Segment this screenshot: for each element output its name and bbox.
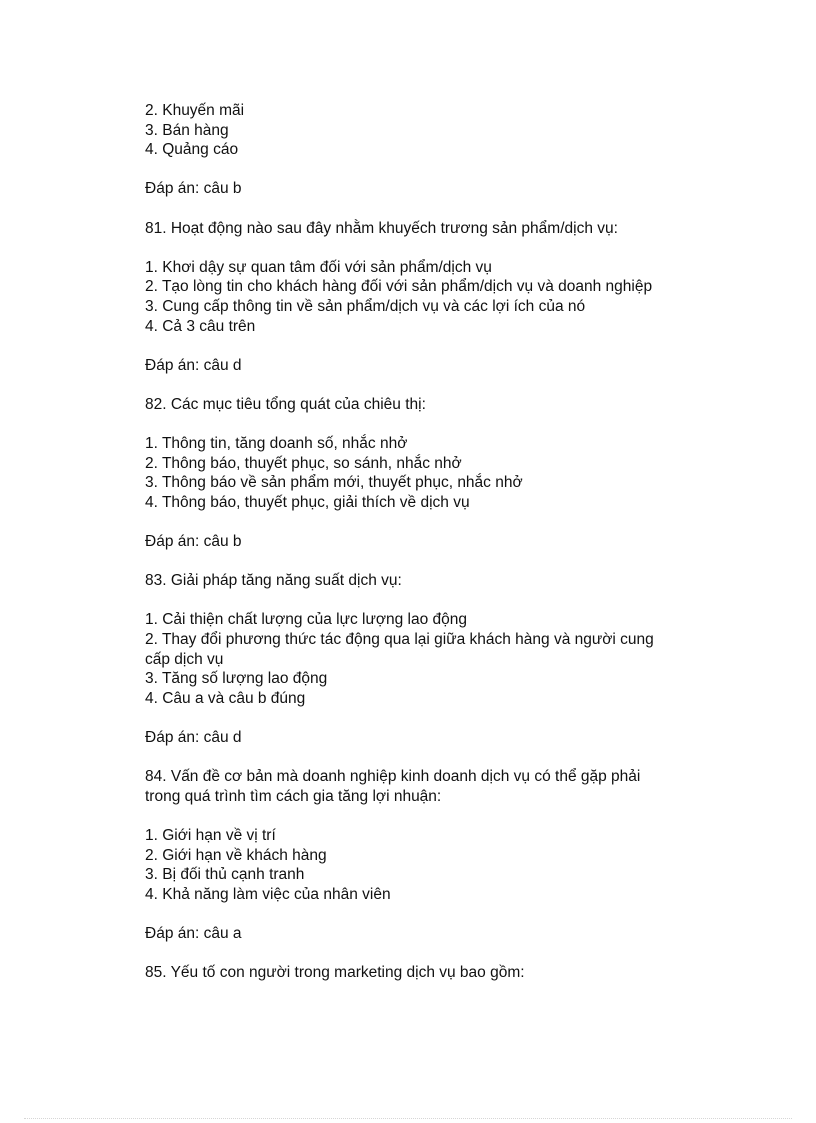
option-line: 4. Cả 3 câu trên: [145, 317, 256, 335]
option-line: 1. Giới hạn về vị trí: [145, 826, 276, 844]
option-line: 1. Cải thiện chất lượng của lực lượng lao động: [145, 611, 468, 629]
option-line: 4. Câu a và câu b đúng: [145, 689, 306, 707]
answer-line: Đáp án: câu b: [145, 180, 242, 198]
option-line: 2. Thông báo, thuyết phục, so sánh, nhắc nhở: [145, 454, 462, 472]
answer-line: Đáp án: câu d: [145, 356, 242, 374]
option-line: 2. Thay đổi phương thức tác động qua lại giữa khách hàng và người cung: [145, 631, 654, 649]
option-line: 3. Thông báo về sản phẩm mới, thuyết phục, nhắc nhở: [145, 474, 523, 492]
question-85: 85. Yếu tố con người trong marketing dịch vụ bao gồm:: [145, 964, 525, 982]
option-line: 2. Khuyến mãi: [145, 102, 245, 119]
option-line: 3. Bị đối thủ cạnh tranh: [145, 866, 305, 884]
answer-line: Đáp án: câu a: [145, 924, 242, 942]
page-bottom-divider: [24, 1118, 792, 1119]
option-line: 1. Khơi dậy sự quan tâm đối với sản phẩm/dịch vụ: [145, 258, 492, 276]
option-line: 3. Cung cấp thông tin về sản phẩm/dịch vụ và các lợi ích của nó: [145, 297, 586, 315]
paragraph-gap: [145, 415, 685, 435]
paragraph-gap: [145, 512, 685, 532]
document-page: [145, 101, 685, 983]
option-line: 3. Tăng số lượng lao động: [145, 670, 328, 688]
paragraph-gap: [145, 944, 685, 964]
answer-line: Đáp án: câu d: [145, 729, 242, 746]
paragraph-gap: [145, 748, 685, 768]
option-line: 4. Khả năng làm việc của nhân viên: [145, 885, 391, 903]
question-83: 83. Giải pháp tăng năng suất dịch vụ:: [145, 572, 402, 590]
question-84-continued: trong quá trình tìm cách gia tăng lợi nhuận:: [145, 787, 442, 805]
option-line: 1. Thông tin, tăng doanh số, nhắc nhở: [145, 435, 408, 453]
option-line-continued: cấp dịch vụ: [145, 650, 224, 668]
paragraph-gap: [145, 904, 685, 924]
option-line: 4. Thông báo, thuyết phục, giải thích về dịch vụ: [145, 493, 470, 511]
paragraph-gap: [145, 199, 685, 219]
paragraph-gap: [145, 708, 685, 728]
question-84: 84. Vấn đề cơ bản mà doanh nghiệp kinh doanh dịch vụ có thể gặp phải: [145, 768, 641, 786]
option-line: 4. Quảng cáo: [145, 141, 239, 159]
question-82: 82. Các mục tiêu tổng quát của chiêu thị:: [145, 395, 426, 413]
paragraph-gap: [145, 591, 685, 611]
paragraph-gap: [145, 238, 685, 258]
paragraph-gap: [145, 336, 685, 356]
paragraph-gap: [145, 375, 685, 395]
option-line: 3. Bán hàng: [145, 121, 229, 139]
option-line: 2. Giới hạn về khách hàng: [145, 846, 327, 864]
paragraph-gap: [145, 806, 685, 826]
paragraph-gap: [145, 160, 685, 180]
question-81: 81. Hoạt động nào sau đây nhằm khuyếch trương sản phẩm/dịch vụ:: [145, 219, 618, 237]
answer-line: Đáp án: câu b: [145, 533, 242, 551]
option-line: 2. Tạo lòng tin cho khách hàng đối với sản phẩm/dịch vụ và doanh nghiệp: [145, 278, 653, 296]
paragraph-gap: [145, 552, 685, 572]
